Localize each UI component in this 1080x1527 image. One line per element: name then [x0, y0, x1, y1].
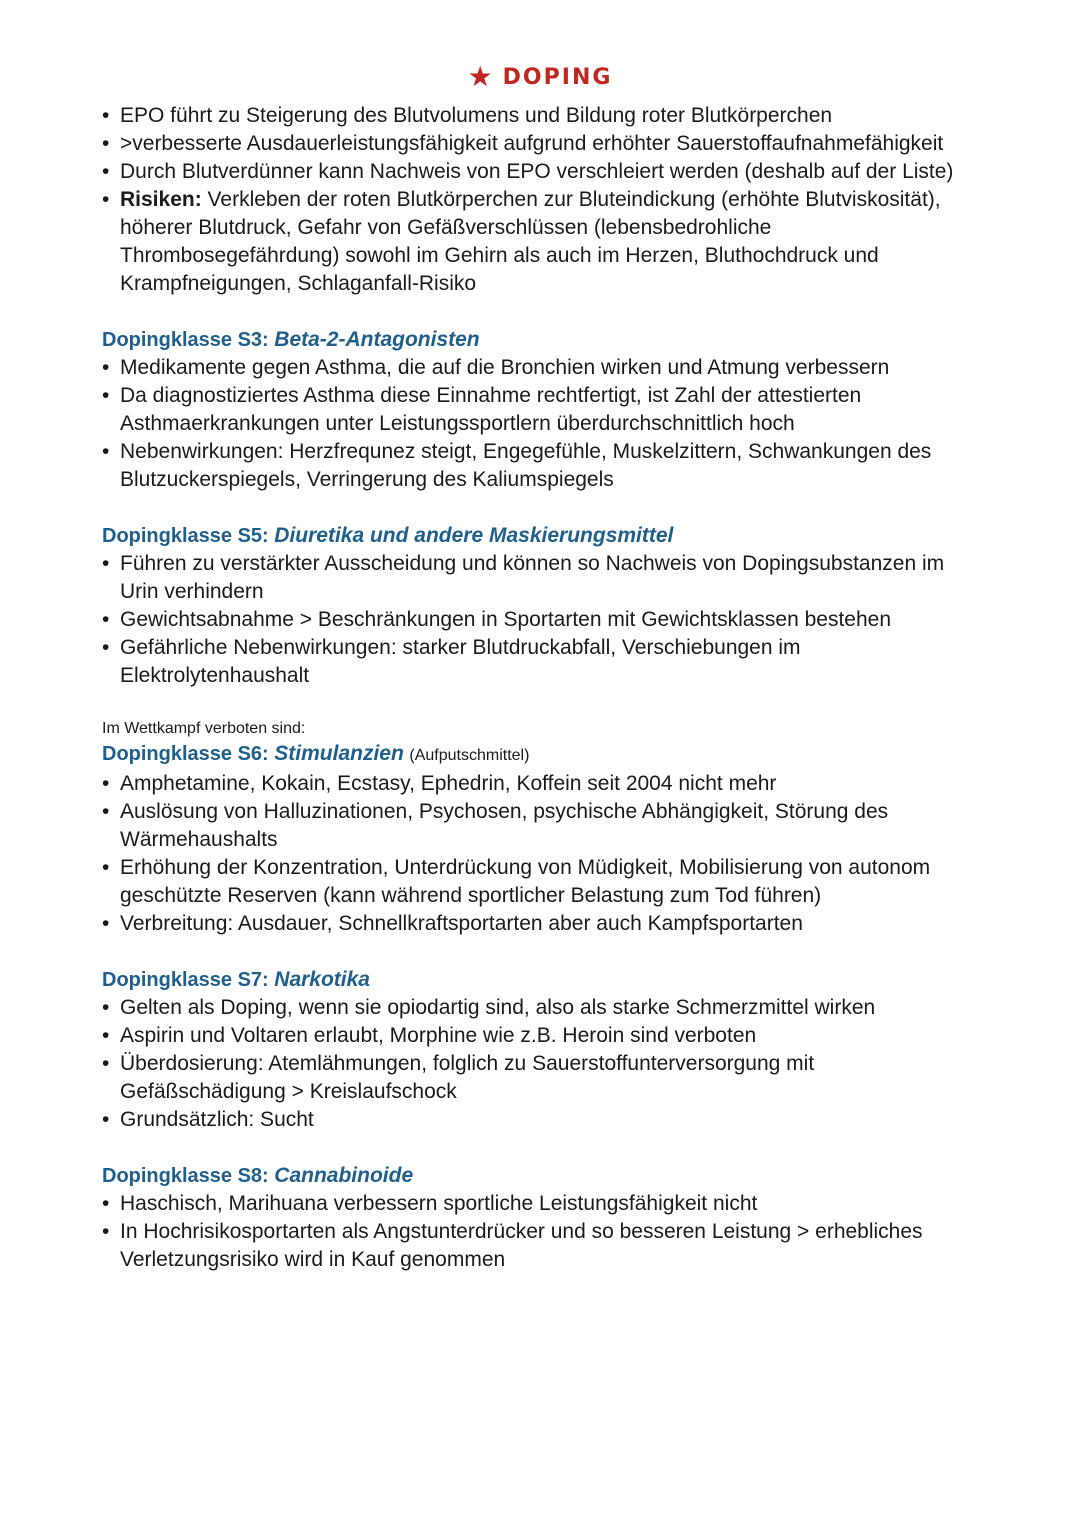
intro-list: [102, 102, 982, 298]
section-list: [102, 994, 982, 1134]
content: [102, 102, 982, 1274]
list-item: • Auslösung von Halluzinationen, Psychosen, psychische Abhängigkeit, Störung des Wärmehaushalts: [102, 798, 982, 854]
section-s5: [102, 522, 982, 690]
section-heading: Dopingklasse S6: Stimulanzien (Aufputschmittel): [102, 742, 530, 765]
list-item: • In Hochrisikosportarten als Angstunterdrücker und so besseren Leistung > erhebliches Verletzungsrisiko wird in Kauf genommen: [102, 1218, 982, 1274]
list-item: • Medikamente gegen Asthma, die auf die Bronchien wirken und Atmung verbessern: [102, 354, 982, 382]
list-item: • Verbreitung: Ausdauer, Schnellkraftsportarten aber auch Kampfsportarten: [102, 910, 982, 938]
risk-label: Risiken:: [120, 188, 202, 211]
section-s6: [102, 718, 982, 938]
list-item: • Haschisch, Marihuana verbessern sportliche Leistungsfähigkeit nicht: [102, 1190, 982, 1218]
list-item: • Grundsätzlich: Sucht: [102, 1106, 982, 1134]
section-list: [102, 550, 982, 690]
section-heading: Dopingklasse S7: Narkotika: [102, 968, 370, 991]
star-icon: ★: [467, 60, 495, 93]
page-title: [0, 60, 1080, 93]
section-heading: Dopingklasse S5: Diuretika und andere Maskierungsmittel: [102, 524, 674, 547]
list-item: • Nebenwirkungen: Herzfrequnez steigt, Engegefühle, Muskelzittern, Schwankungen des Blutzuckerspiegels, Verringerung des Kaliumspiegels: [102, 438, 982, 494]
section-heading: Dopingklasse S8: Cannabinoide: [102, 1164, 414, 1187]
list-item: • Führen zu verstärkter Ausscheidung und können so Nachweis von Dopingsubstanzen im Urin verhindern: [102, 550, 982, 606]
section-list: [102, 770, 982, 938]
section-s3: [102, 326, 982, 494]
list-item: • Durch Blutverdünner kann Nachweis von EPO verschleiert werden (deshalb auf der Liste): [102, 158, 982, 186]
section-heading: Dopingklasse S3: Beta-2-Antagonisten: [102, 328, 480, 351]
list-item: • Gelten als Doping, wenn sie opiodartig sind, also als starke Schmerzmittel wirken: [102, 994, 982, 1022]
section-list: [102, 1190, 982, 1274]
section-s7: [102, 966, 982, 1134]
list-item: • >verbesserte Ausdauerleistungsfähigkeit aufgrund erhöhter Sauerstoffaufnahmefähigkeit: [102, 130, 982, 158]
section-list: [102, 354, 982, 494]
list-item: • Risiken: Verkleben der roten Blutkörperchen zur Bluteindickung (erhöhte Blutviskosität), höherer Blutdruck, Gefahr von Gefäßverschlüssen (lebensbedrohliche Thrombosegefährdung) sowohl im Gehirn als auch im Herzen, Bluthochdruck und Krampfneigungen, Schlaganfall-Risiko: [102, 186, 982, 298]
list-item: • Amphetamine, Kokain, Ecstasy, Ephedrin, Koffein seit 2004 nicht mehr: [102, 770, 982, 798]
title-text: DOPING: [502, 65, 613, 90]
section-s8: [102, 1162, 982, 1274]
section-preface: Im Wettkampf verboten sind:: [102, 720, 306, 737]
list-item: • Überdosierung: Atemlähmungen, folglich zu Sauerstoffunterversorgung mit Gefäßschädigung > Kreislaufschock: [102, 1050, 982, 1106]
list-item: • Gefährliche Nebenwirkungen: starker Blutdruckabfall, Verschiebungen im Elektrolytenhaushalt: [102, 634, 982, 690]
list-item: • Aspirin und Voltaren erlaubt, Morphine wie z.B. Heroin sind verboten: [102, 1022, 982, 1050]
list-item: • Da diagnostiziertes Asthma diese Einnahme rechtfertigt, ist Zahl der attestierten Asthmaerkrankungen unter Leistungssportlern überdurchschnittlich hoch: [102, 382, 982, 438]
list-item: • Erhöhung der Konzentration, Unterdrückung von Müdigkeit, Mobilisierung von autonom geschützte Reserven (kann während sportlicher Belastung zum Tod führen): [102, 854, 982, 910]
list-item: • EPO führt zu Steigerung des Blutvolumens und Bildung roter Blutkörperchen: [102, 102, 982, 130]
list-item: • Gewichtsabnahme > Beschränkungen in Sportarten mit Gewichtsklassen bestehen: [102, 606, 982, 634]
